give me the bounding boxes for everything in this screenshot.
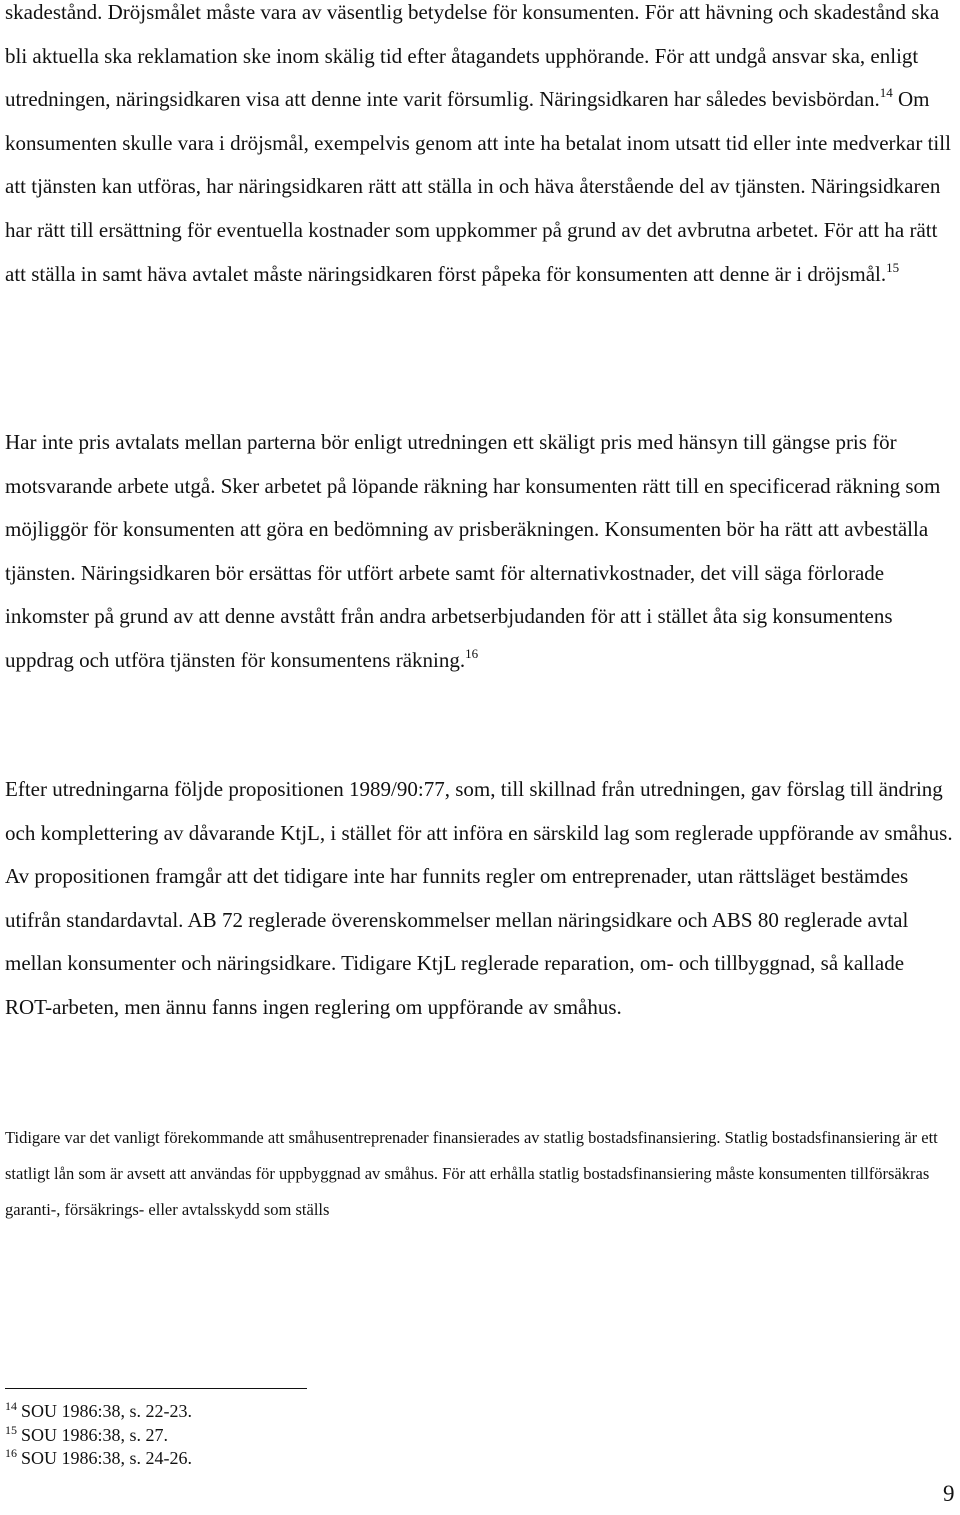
footnotes-section — [5, 1400, 505, 1471]
page-number: 9 — [943, 1481, 955, 1506]
footnote-item — [5, 1424, 505, 1448]
footnote-number: 15 — [5, 1422, 17, 1437]
footnote-number: 16 — [5, 1446, 17, 1460]
small-paragraph: Tidigare var det vanligt förekommande att småhusentreprenader finansierades av statlig bostadsfinansiering. Statlig bostadsfinansiering är ett statligt lån som är avsett att användas för uppbyggnad av småhus. För att erhålla statlig bostadsfinansiering måste konsumenten tillförsäkras garanti-, försäkrings- eller avtalsskydd som ställs — [5, 1128, 938, 1219]
footnote-reference[interactable]: 14 — [879, 85, 893, 101]
paragraph-text: Om konsumenten skulle vara i dröjsmål, exempelvis genom att inte ha betalat inom utsatt tid eller inte medverkar till att tjänsten kan utföras, har näringsidkaren rätt att ställa in och häva återstående del av tjänsten. Näringsidkaren har rätt till ersättning för eventuella kostnader som uppkommer på grund av det avbrutna arbetet. För att ha rätt att ställa in samt häva avtalet måste näringsidkaren först påpeka för konsumenten att denne är i dröjsmål. — [5, 87, 951, 286]
footnote-item — [5, 1447, 505, 1471]
footnote-text: SOU 1986:38, s. 24-26. — [21, 1448, 193, 1468]
footnote-text: SOU 1986:38, s. 22-23. — [21, 1401, 193, 1421]
paragraph-text: Efter utredningarna följde propositionen 1989/90:77, som, till skillnad från utredningen, gav förslag till ändring och komplettering av dåvarande KtjL, i stället för att införa en särskild lag som reglerade uppförande av småhus. Av propositionen framgår att det tidigare inte har funnits regler om entreprenader, utan rättsläget bestämdes utifrån standardavtal. AB 72 reglerade överenskommelser mellan näringsidkare och ABS 80 reglerade avtal mellan konsumenter och näringsidkare. Tidigare KtjL reglerade reparation, om- och tillbyggnad, så kallade ROT-arbeten, men ännu fanns ingen reglering om uppförande av småhus. — [5, 777, 953, 1019]
paragraph-text: Har inte pris avtalats mellan parterna bör enligt utredningen ett skäligt pris med hänsyn till gängse pris för motsvarande arbete utgå. Sker arbetet på löpande räkning har konsumenten rätt till en specificerad räkning som möjliggör för konsumenten att göra en bedömning av prisberäkningen. Konsumenten bör ha rätt att avbeställa tjänsten. Näringsidkaren bör ersättas för utfört arbete samt för alternativkostnader, det vill säga förlorade inkomster på grund av att denne avstått från andra arbetserbjudanden för att i stället åta sig konsumentens uppdrag och utföra tjänsten för konsumentens räkning. — [5, 430, 941, 672]
footnote-item — [5, 1400, 505, 1424]
paragraph-text: skadestånd. Dröjsmålet måste vara av väsentlig betydelse för konsumenten. För att hävning och skadestånd ska bli aktuella ska reklamation ske inom skälig tid efter åtagandets upphörande. För att undgå ansvar ska, enligt utredningen, näringsidkaren visa att denne inte varit försumlig. Näringsidkaren har således bevisbördan. — [5, 0, 940, 112]
footnote-reference[interactable]: 15 — [886, 259, 900, 275]
body-paragraph-2 — [5, 421, 955, 683]
footnote-text: SOU 1986:38, s. 27. — [21, 1424, 169, 1445]
body-paragraph-3 — [5, 768, 955, 1030]
footnote-number: 14 — [5, 1399, 17, 1413]
body-paragraph-1 — [5, 0, 955, 296]
footnote-reference[interactable]: 16 — [465, 645, 479, 661]
footnote-divider — [5, 1388, 307, 1389]
